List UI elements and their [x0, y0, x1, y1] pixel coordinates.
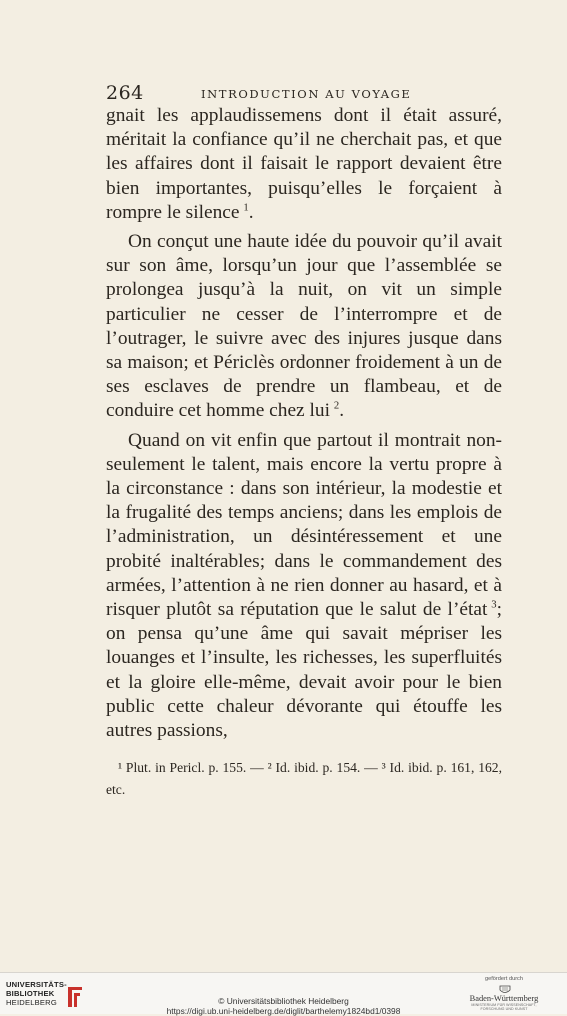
paragraph-3: Quand on vit enfin que partout il montrait non-seulement le talent, mais encore la vertu propre à la circonstance : dans son intérieur, la modestie et la frugalité des temps anciens; dans les emplois de l’administration, un désintéressement et une probité inaltérables; dans le commandement des armées, l’attention à ne rien donner au hasard, et à risquer plutôt sa réputation que le salut de l’état $^3$; on pensa qu’une âme qui savait mépriser les louanges et l’insulte, les richesses, les superfluités et la gloire elle-même, devait avoir pour le bien public cette chaleur dévorante qui étouffe les autres passions,	[106, 429, 502, 744]
funder-logo[interactable]	[459, 976, 549, 1011]
library-name-line-2: BIBLIOTHEK	[6, 989, 94, 998]
permalink[interactable]: https://digi.ub.uni-heidelberg.de/diglit/barthelemy1824bd1/0398	[0, 1007, 567, 1016]
funder-name: Baden-Württemberg	[459, 994, 549, 1003]
footnote-ref-2: 2	[334, 400, 339, 412]
footnote-ref-1: 1	[243, 201, 248, 213]
library-name-line-3: HEIDELBERG	[6, 998, 94, 1007]
viewer-footer	[0, 972, 567, 1014]
library-name-line-1: UNIVERSITÄTS-	[6, 980, 94, 989]
copyright-text: © Universitätsbibliothek Heidelberg	[0, 997, 567, 1007]
page-number: 264	[106, 82, 144, 104]
paragraph-2: On conçut une haute idée du pouvoir qu’il avait sur son âme, lorsqu’un jour que l’assemblée se prolongea jusqu’à la nuit, on vit un simple particulier ne cesser de l’interrompre et de l’outrager, le suivre avec des injures jusque dans sa maison; et Périclès ordonner froidement à un de ses esclaves de prendre un flambeau, et de conduire cet homme chez lui $^2$.	[106, 230, 502, 424]
funded-by-label: gefördert durch	[459, 976, 549, 982]
paragraph-1: gnait les applaudissemens dont il était assuré, méritait la confiance qu’il ne cherchait pas, et que les affaires dont il faisait le rapport devaient être bien importantes, puisqu’elles le forçaient à rompre le silence $^1$.	[106, 104, 502, 225]
footnotes	[106, 757, 502, 801]
funder-subtitle: MINISTERIUM FÜR WISSENSCHAFT, FORSCHUNG UND KUNST	[459, 1003, 549, 1011]
body-text	[106, 104, 502, 743]
coat-of-arms-icon	[499, 985, 511, 995]
footnote-text: ¹ Plut. in Pericl. p. 155. — ² Id. ibid. p. 154. — ³ Id. ibid. p. 161, 162, etc.	[106, 757, 502, 801]
footnote-ref-3: 3	[491, 599, 496, 611]
page-header	[106, 82, 501, 104]
running-title: INTRODUCTION AU VOYAGE	[201, 87, 411, 101]
